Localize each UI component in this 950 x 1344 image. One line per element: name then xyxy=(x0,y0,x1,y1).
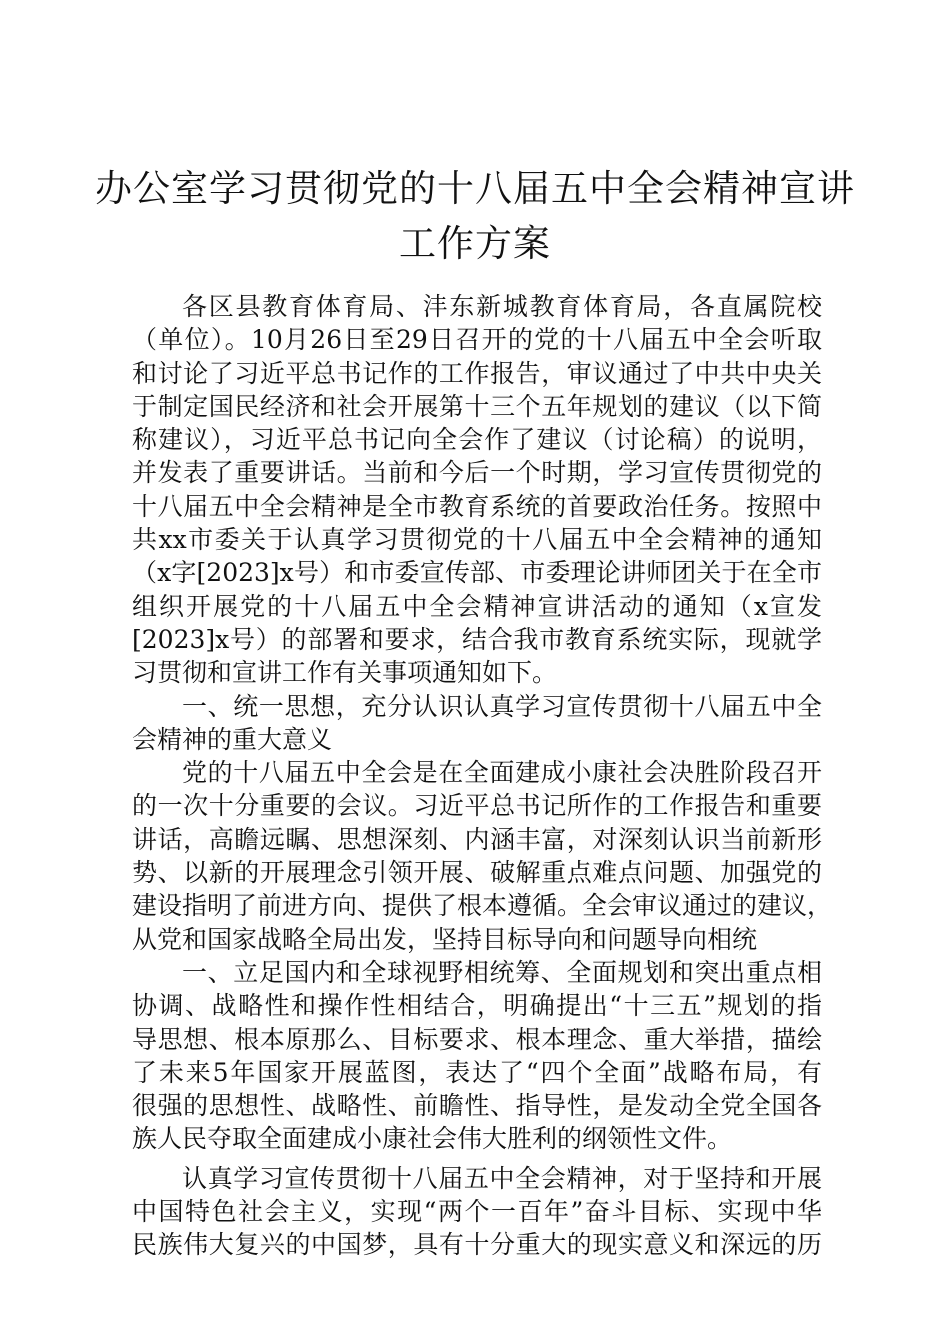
paragraph-line: 组织开展党的十八届五中全会精神宣讲活动的通知（x宣发 xyxy=(132,591,822,621)
document-title-line-1: 办公室学习贯彻党的十八届五中全会精神宣讲 xyxy=(95,167,855,210)
paragraph-line: 族人民夺取全面建成小康社会伟大胜利的纲领性文件。 xyxy=(132,1124,733,1154)
document-title-line-2: 工作方案 xyxy=(399,222,551,265)
paragraph-line: 习贯彻和宣讲工作有关事项通知如下。 xyxy=(132,658,558,688)
paragraph-line: 党的十八届五中全会是在全面建成小康社会决胜阶段召开 xyxy=(182,758,822,788)
paragraph xyxy=(132,690,822,757)
paragraph-line: 各区县教育体育局、沣东新城教育体育局，各直属院校 xyxy=(182,292,822,321)
paragraph-line: 会精神的重大意义 xyxy=(132,724,333,754)
paragraph-line: 势、以新的开展理念引领开展、破解重点难点问题、加强党的 xyxy=(132,858,822,888)
paragraph-line: 很强的思想性、战略性、前瞻性、指导性，是发动全党全国各 xyxy=(132,1091,822,1121)
paragraph-line: 一、立足国内和全球视野相统筹、全面规划和突出重点相 xyxy=(182,957,822,987)
paragraph-line: [2023]x号）的部署和要求，结合我市教育系统实际，现就学 xyxy=(132,624,822,654)
paragraph-line: 建设指明了前进方向、提供了根本遵循。全会审议通过的建议， xyxy=(132,891,833,921)
paragraph-line: （x字[2023]x号）和市委宣传部、市委理论讲师团关于在全市 xyxy=(132,558,822,588)
paragraph-line: 共xx市委关于认真学习贯彻党的十八届五中全会精神的通知 xyxy=(132,525,822,555)
paragraph-line: 并发表了重要讲话。当前和今后一个时期，学习宣传贯彻党的 xyxy=(132,458,822,488)
paragraph xyxy=(132,756,833,956)
paragraph-line: 一、统一思想，充分认识认真学习宣传贯彻十八届五中全 xyxy=(182,691,822,721)
paragraph-line: 称建议），习近平总书记向全会作了建议（讨论稿）的说明， xyxy=(132,425,822,455)
paragraph-line: 协调、战略性和操作性相结合，明确提出“十三五”规划的指 xyxy=(132,991,822,1021)
paragraph-line: 讲话，高瞻远瞩、思想深刻、内涵丰富，对深刻认识当前新形 xyxy=(132,824,822,854)
paragraph-line: 了未来5年国家开展蓝图，表达了“四个全面”战略布局，有 xyxy=(132,1057,822,1087)
paragraph-line: 的一次十分重要的会议。习近平总书记所作的工作报告和重要 xyxy=(132,791,822,821)
paragraph-line: 民族伟大复兴的中国梦，具有十分重大的现实意义和深远的历 xyxy=(132,1230,822,1260)
paragraph xyxy=(132,290,822,690)
paragraph-line: 于制定国民经济和社会开展第十三个五年规划的建议（以下简 xyxy=(132,391,822,421)
paragraph-line: 认真学习宣传贯彻十八届五中全会精神，对于坚持和开展 xyxy=(182,1163,822,1193)
paragraph-line: 十八届五中全会精神是全市教育系统的首要政治任务。按照中 xyxy=(132,491,822,521)
paragraph xyxy=(132,1162,822,1262)
paragraph-line: 从党和国家战略全局出发，坚持目标导向和问题导向相统 xyxy=(132,924,758,954)
paragraph-line: 和讨论了习近平总书记作的工作报告，审议通过了中共中央关 xyxy=(132,358,822,388)
paragraph xyxy=(132,956,822,1156)
paragraph-line: 导思想、根本原那么、目标要求、根本理念、重大举措，描绘 xyxy=(132,1024,822,1054)
document-body xyxy=(132,290,833,1262)
paragraph-line: 中国特色社会主义，实现“两个一百年”奋斗目标、实现中华 xyxy=(132,1197,822,1227)
paragraph-line: （单位）。10月26日至29日召开的党的十八届五中全会听取 xyxy=(132,325,822,355)
